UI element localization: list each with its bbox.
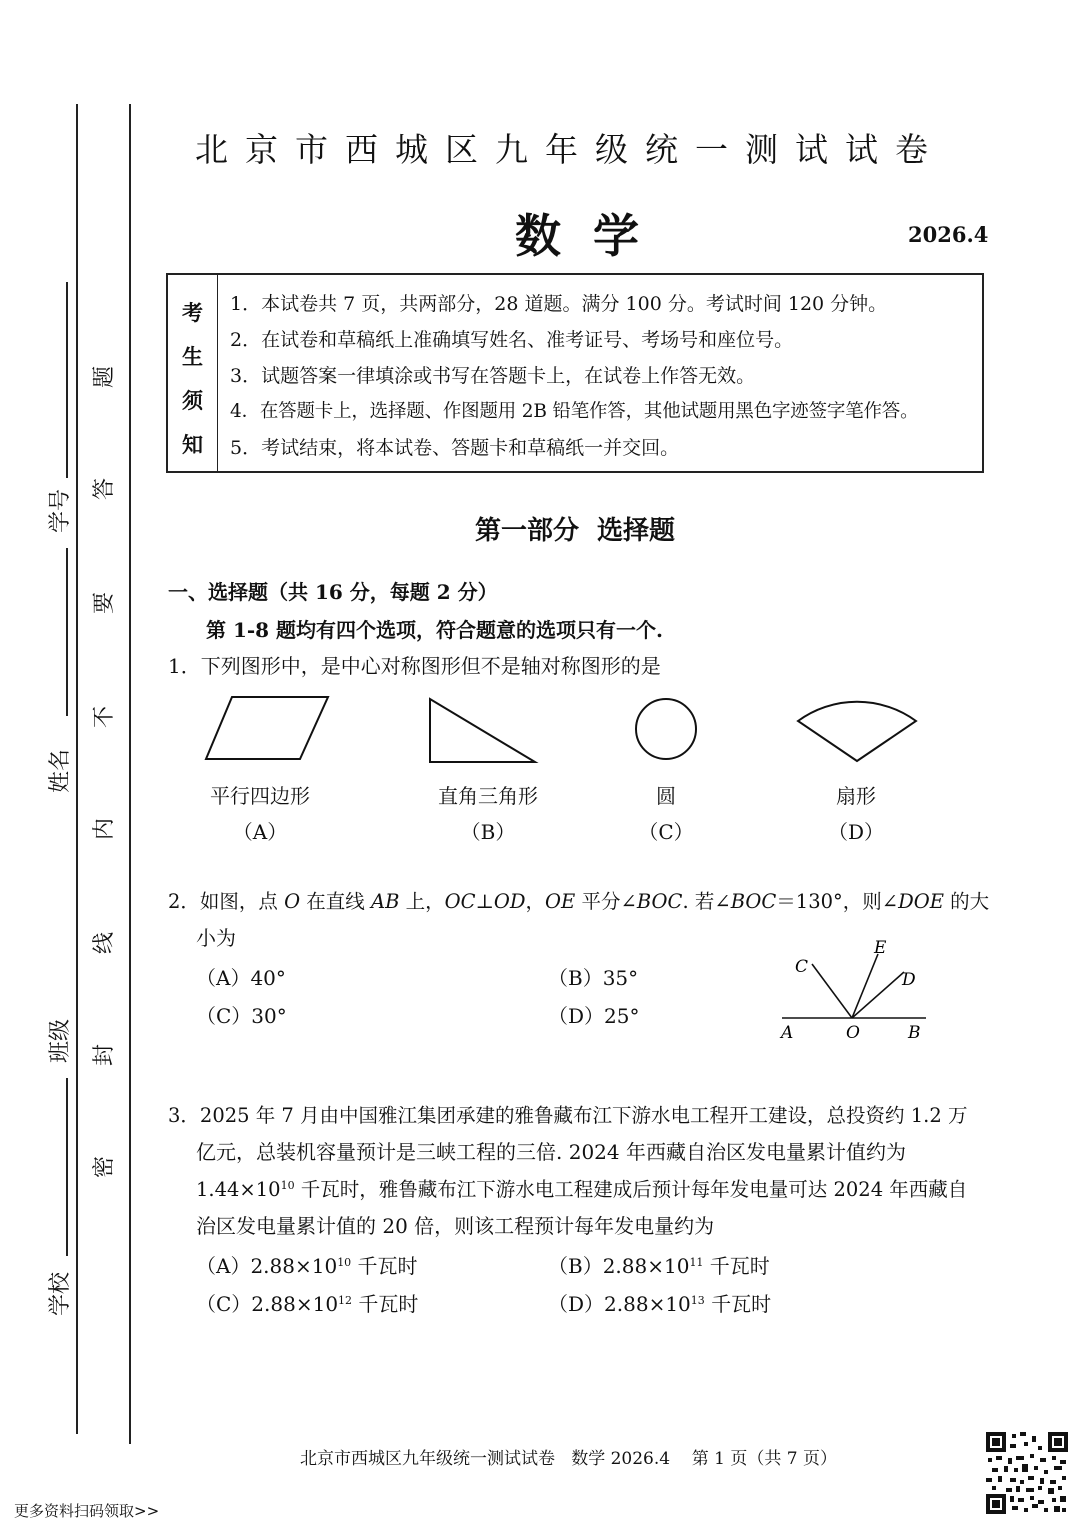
seal-char-da: 答 bbox=[92, 478, 117, 501]
q1-option-letter-c: （C） bbox=[638, 820, 694, 844]
circle-shape bbox=[636, 699, 696, 759]
page-footer: 北京市西城区九年级统一测试试卷 数学 2026.4 第 1 页（共 7 页） bbox=[300, 1449, 837, 1469]
q3-option-d: $(D)2.88\times 10^{13}$ 千瓦时 bbox=[548, 1292, 772, 1316]
section-heading: 一、选择题（共 16 分，每题 2 分） bbox=[168, 580, 498, 604]
field-label-xuexiao: 学校 bbox=[48, 1272, 73, 1317]
parallelogram-shape bbox=[206, 697, 328, 759]
notice-label-char: 须 bbox=[182, 388, 203, 413]
q2-option-a: （A）40° bbox=[196, 966, 286, 990]
seal-char-yao: 要 bbox=[92, 592, 117, 615]
right-triangle-shape bbox=[430, 699, 535, 762]
q1-option-name-b: 直角三角形 bbox=[438, 784, 538, 808]
q1-option-name-d: 扇形 bbox=[836, 784, 876, 808]
part1-heading: 第一部分 选择题 bbox=[474, 516, 676, 546]
q3-line2: 亿元，总装机容量预计是三峡工程的三倍. 2024 年西藏自治区发电量累计值约为 bbox=[196, 1140, 906, 1164]
q1-figures bbox=[140, 680, 940, 780]
q3-line3: $1.44\times 10^{10}$ 千瓦时，雅鲁藏布江下游水电工程建成后预计每年发电量可达 2024 年西藏自 bbox=[196, 1178, 968, 1201]
binding-line-right bbox=[129, 104, 131, 1444]
seal-char-nei: 内 bbox=[92, 818, 117, 841]
seal-char-mi: 密 bbox=[92, 1156, 117, 1179]
sector-shape bbox=[798, 702, 916, 761]
q2-option-d: （D）25° bbox=[548, 1004, 640, 1028]
notice-label-char: 生 bbox=[182, 344, 203, 369]
q3-option-b: $(B)2.88\times 10^{11}$ 千瓦时 bbox=[548, 1254, 770, 1278]
field-line-xuehao bbox=[66, 282, 68, 478]
q2-figure bbox=[770, 930, 950, 1050]
field-label-xuehao: 学号 bbox=[48, 489, 73, 534]
q1-option-name-c: 圆 bbox=[656, 784, 676, 808]
field-line-banji bbox=[66, 1078, 68, 1256]
q3-option-a: $(A)2.88\times 10^{10}$ 千瓦时 bbox=[196, 1254, 418, 1278]
q1-option-letter-b: （B） bbox=[460, 820, 516, 844]
field-label-xingming: 姓名 bbox=[48, 749, 73, 794]
ray-oc bbox=[812, 964, 852, 1018]
seal-char-feng: 封 bbox=[92, 1044, 117, 1067]
notice-item: 4．在答题卡上，选择题、作图题用 2B 铅笔作答，其他试题用黑色字迹签字笔作答。 bbox=[230, 401, 919, 422]
q2-stem-line2: 小为 bbox=[196, 926, 236, 950]
notice-label bbox=[168, 275, 218, 471]
label-a: A bbox=[781, 1023, 794, 1043]
notice-item: 2．在试卷和草稿纸上准确填写姓名、准考证号、考场号和座位号。 bbox=[230, 329, 794, 351]
exam-date: 2026.4 bbox=[908, 222, 989, 247]
seal-char-bu: 不 bbox=[92, 706, 117, 729]
q3-line1: 3．2025 年 7 月由中国雅江集团承建的雅鲁藏布江下游水电工程开工建设，总投资约 1.2 万 bbox=[168, 1104, 968, 1127]
more-resources-link[interactable]: 更多资料扫码领取>> bbox=[14, 1502, 160, 1520]
notice-item: 3．试题答案一律填涂或书写在答题卡上，在试卷上作答无效。 bbox=[230, 365, 756, 387]
field-line-xingming bbox=[66, 548, 68, 716]
q2-option-b: （B）35° bbox=[548, 966, 639, 990]
notice-item: 1．本试卷共 7 页，共两部分，28 道题。满分 100 分。考试时间 120 分钟。 bbox=[230, 293, 888, 315]
q2-stem: 2．如图，点 O 在直线 AB 上，OC⊥OD，OE 平分∠BOC. 若∠BOC＝130°，则∠DOE 的大 bbox=[168, 890, 990, 913]
field-label-banji: 班级 bbox=[48, 1019, 73, 1064]
label-e: E bbox=[874, 938, 887, 958]
notice-item: 5．考试结束，将本试卷、答题卡和草稿纸一并交回。 bbox=[230, 437, 680, 459]
notice-label-char: 考 bbox=[182, 300, 203, 325]
label-d: D bbox=[902, 970, 916, 990]
seal-char-xian: 线 bbox=[92, 932, 117, 955]
q1-stem: 1．下列图形中，是中心对称图形但不是轴对称图形的是 bbox=[168, 654, 661, 678]
section-instruction: 第 1-8 题均有四个选项，符合题意的选项只有一个. bbox=[206, 618, 664, 642]
q1-option-name-a: 平行四边形 bbox=[210, 784, 310, 808]
seal-char-ti: 题 bbox=[92, 366, 117, 389]
q1-option-letter-a: （A） bbox=[232, 820, 288, 844]
q3-line4: 治区发电量累计值的 20 倍，则该工程预计每年发电量约为 bbox=[196, 1214, 715, 1238]
ray-od bbox=[852, 972, 904, 1018]
q2-option-c: （C）30° bbox=[196, 1004, 287, 1028]
binding-line-left bbox=[76, 104, 78, 1434]
label-b: B bbox=[908, 1023, 921, 1043]
q1-option-letter-d: （D） bbox=[827, 820, 885, 844]
exam-title: 北京市西城区九年级统一测试试卷 bbox=[195, 130, 945, 169]
qr-code-icon[interactable] bbox=[986, 1432, 1068, 1514]
ray-oe bbox=[852, 954, 878, 1018]
subject-title: 数 学 bbox=[514, 209, 640, 263]
notice-box bbox=[166, 273, 984, 473]
label-c: C bbox=[795, 957, 809, 977]
q3-option-c: $(C)2.88\times 10^{12}$ 千瓦时 bbox=[196, 1292, 419, 1316]
label-o: O bbox=[846, 1023, 860, 1043]
notice-label-char: 知 bbox=[182, 432, 203, 457]
